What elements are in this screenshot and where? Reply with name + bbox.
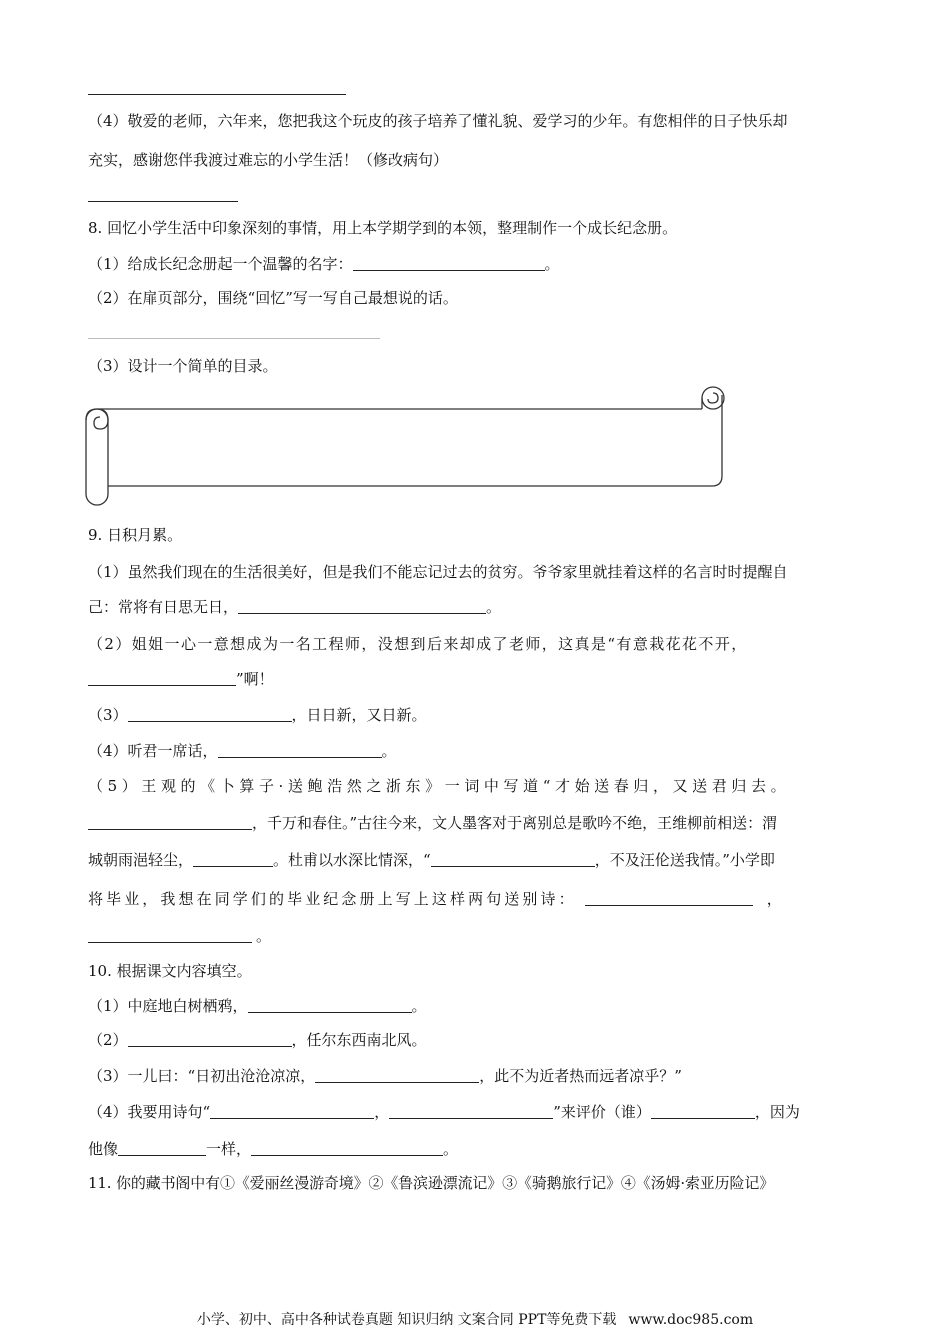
q9-item5-justified <box>88 776 864 796</box>
q10-item2-num: （2） <box>88 1031 128 1049</box>
q9-stem: 9. 日积月累。 <box>88 526 183 544</box>
q10-item2 <box>88 1030 427 1050</box>
q9-item5-text4: 将毕业，我想在同学们的毕业纪念册上写上这样两句送别诗： <box>88 890 577 908</box>
q10-item4-end: 。 <box>443 1140 459 1158</box>
blank-q9-1[interactable] <box>238 597 486 614</box>
q9-item2-end: ”啊！ <box>236 670 274 688</box>
q9-item3-num: （3） <box>88 706 128 724</box>
blank-q10-4e[interactable] <box>251 1139 443 1156</box>
q10-item4-line2 <box>88 1139 458 1159</box>
q10-item1-end: 。 <box>411 997 427 1015</box>
blank-q9-5b[interactable] <box>193 850 273 867</box>
q8-item1-text: （1）给成长纪念册起一个温馨的名字： <box>88 255 353 273</box>
q10-item4-text2: ， <box>374 1103 390 1121</box>
q10-item4-text6: 一样， <box>206 1140 252 1158</box>
q10-item1-text: （1）中庭地白树栖鸦， <box>88 997 248 1015</box>
q9-item5-text3b: 。杜甫以水深比情深，“ <box>273 851 431 869</box>
q9-item5-comma: ， <box>766 890 782 908</box>
blank-q9-5a[interactable] <box>88 813 252 830</box>
blank-q9-5c[interactable] <box>431 850 595 867</box>
answer-line-q8-2[interactable] <box>88 338 380 339</box>
blank-q9-3[interactable] <box>128 705 292 722</box>
q10-item4-line1 <box>88 1102 800 1122</box>
q9-item2-line1 <box>88 634 864 654</box>
q7-item4-text2: 充实，感谢您伴我渡过难忘的小学生活！（修改病句） <box>88 151 449 169</box>
q8-stem: 8. 回忆小学生活中印象深刻的事情，用上本学期学到的本领，整理制作一个成长纪念册。 <box>88 219 678 237</box>
footer-text: 小学、初中、高中各种试卷真题 知识归纳 文案合同 PPT等免费下载 <box>196 1312 617 1328</box>
blank-q10-4b[interactable] <box>389 1102 553 1119</box>
q10-item2-text: ，任尔东西南北风。 <box>291 1031 427 1049</box>
blank-q9-5e[interactable] <box>88 926 252 943</box>
q9-item5-text3c: ，不及汪伦送我情。”小学即 <box>594 851 775 869</box>
q10-item4-text5: 他像 <box>88 1140 119 1158</box>
q10-item3-end: ，此不为近者热而远者凉乎？” <box>479 1067 682 1085</box>
q9-item5-end: 。 <box>256 927 272 945</box>
q7-item4-line1 <box>88 111 788 131</box>
blank-q9-2[interactable] <box>88 669 236 686</box>
blank-q9-5d[interactable] <box>585 889 753 906</box>
q8-item1 <box>88 254 560 274</box>
q9-item5-line4 <box>88 889 782 909</box>
q9-item2-justified <box>88 634 864 654</box>
footer-link[interactable]: www.doc985.com <box>628 1312 754 1328</box>
blank-q10-1[interactable] <box>248 996 412 1013</box>
blank-q10-3[interactable] <box>315 1066 479 1083</box>
q9-item5-line2 <box>88 813 777 833</box>
q11-stem: 11. 你的藏书阁中有①《爱丽丝漫游奇境》②《鲁滨逊漂流记》③《骑鹅旅行记》④《汤姆·索亚历险记》 <box>88 1174 775 1192</box>
q9-item5-text2: ，千万和春住。”古往今来，文人墨客对于离别总是歌吟不绝，王维柳前相送：渭 <box>252 814 778 832</box>
q9-item5-line5 <box>88 926 271 946</box>
answer-line-q7-4[interactable] <box>88 201 238 202</box>
q8-item1-end: 。 <box>544 255 560 273</box>
q9-item3-text: ，日日新，又日新。 <box>291 706 427 724</box>
q9-item2-line2 <box>88 669 274 689</box>
blank-q10-4d[interactable] <box>118 1139 206 1156</box>
q10-item4-text1: （4）我要用诗句“ <box>88 1103 211 1121</box>
page-footer <box>0 1309 950 1329</box>
q10-item4-text4: ，因为 <box>754 1103 800 1121</box>
blank-q10-4a[interactable] <box>210 1102 374 1119</box>
q7-item4-text1: （4）敬爱的老师，六年来，您把我这个玩皮的孩子培养了懂礼貌、爱学习的少年。有您相伴的日子快乐却 <box>88 112 788 130</box>
q7-item4-line2 <box>88 150 448 170</box>
q10-item3-text: （3）一儿曰：“日初出沧沧凉凉， <box>88 1067 316 1085</box>
q9-item1-end: 。 <box>486 598 502 616</box>
blank-q8-1[interactable] <box>353 254 545 271</box>
q9-item4 <box>88 741 397 761</box>
q9-item4-end: 。 <box>381 742 397 760</box>
q9-item5-line3 <box>88 850 775 870</box>
q8-item3: （3）设计一个简单的目录。 <box>88 357 278 375</box>
blank-q9-4[interactable] <box>218 741 382 758</box>
q9-item5-text1: （5）王观的《卜算子·送鲍浩然之浙东》一词中写道“才始送春归，又送君归去。 <box>88 777 791 795</box>
q9-item1-line2 <box>88 597 501 617</box>
q9-item1-line1: （1）虽然我们现在的生活很美好，但是我们不能忘记过去的贫穷。爷爷家里就挂着这样的名言时时提醒自 <box>88 563 788 581</box>
q10-item4-text3: ”来评价（谁） <box>553 1103 651 1121</box>
answer-line-q7-3[interactable] <box>88 94 346 95</box>
q10-stem: 10. 根据课文内容填空。 <box>88 962 252 980</box>
q9-item4-text: （4）听君一席话， <box>88 742 218 760</box>
q9-item3 <box>88 705 427 725</box>
q9-item2-text: （2）姐姐一心一意想成为一名工程师，没想到后来却成了老师，这真是“有意栽花花不开， <box>88 635 748 653</box>
q9-item5-text3a: 城朝雨浥轻尘， <box>88 851 194 869</box>
q9-item1-text: 己：常将有日思无日， <box>88 598 239 616</box>
q9-item5-line1 <box>88 776 864 796</box>
q8-item2: （2）在扉页部分，围绕“回忆”写一写自己最想说的话。 <box>88 289 458 307</box>
q10-item3 <box>88 1066 682 1086</box>
scroll-banner[interactable] <box>84 385 730 509</box>
blank-q10-4c[interactable] <box>651 1102 755 1119</box>
q10-item1 <box>88 996 427 1016</box>
blank-q10-2[interactable] <box>128 1030 292 1047</box>
